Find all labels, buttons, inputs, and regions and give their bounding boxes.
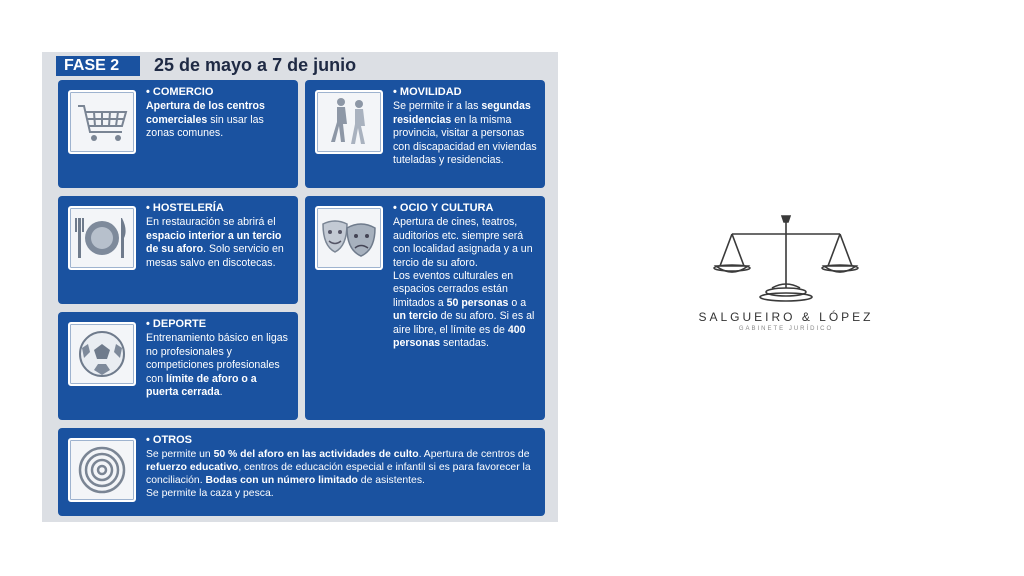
text: de asistentes. <box>357 475 425 486</box>
text: Se permite la caza y pesca. <box>146 488 274 499</box>
text-bold: un tercio <box>393 310 438 323</box>
card-text <box>393 202 537 350</box>
card-title: • MOVILIDAD <box>393 86 462 98</box>
text-bold: Apertura de los centros comerciales <box>146 100 265 126</box>
phase-dates: 25 de mayo a 7 de junio <box>154 55 357 75</box>
card-title: • OTROS <box>146 434 193 446</box>
text: . Solo servicio en mesas salvo en discotecas. <box>146 243 284 269</box>
card-title: • DEPORTE <box>146 318 207 330</box>
card-text <box>146 318 290 399</box>
card-hosteleria <box>58 196 298 304</box>
text-bold: límite de aforo o a puerta cerrada <box>146 372 257 399</box>
text: Se permite ir a las <box>393 100 482 113</box>
text: . Apertura de centros de <box>418 449 530 460</box>
card-text <box>146 86 290 141</box>
firm-logo <box>676 208 896 338</box>
card-comercio <box>58 80 298 188</box>
walking-people-icon <box>315 90 383 154</box>
plate-cutlery-icon <box>68 206 136 270</box>
text: sin usar las zonas comunes. <box>146 113 264 140</box>
text: Los eventos culturales en espacios cerrados están limitados a <box>393 270 514 309</box>
card-title: • HOSTELERÍA <box>146 202 224 214</box>
shopping-cart-icon <box>68 90 136 154</box>
theater-masks-icon <box>315 206 383 270</box>
text: de su aforo. Si es al aire libre, el límite es de <box>393 310 535 336</box>
card-movilidad <box>305 80 545 188</box>
text-bold: Bodas con un número limitado <box>205 475 358 486</box>
text: , centros de educación especial e infantil si es para favorecer la conciliación. <box>146 462 531 486</box>
text-bold: segundas residencias <box>393 100 531 126</box>
scales-of-justice-icon <box>676 208 896 308</box>
card-title: • COMERCIO <box>146 86 214 98</box>
card-ocio-cultura <box>305 196 545 420</box>
card-otros <box>58 428 545 516</box>
phase-header <box>56 56 556 78</box>
card-text <box>393 86 537 167</box>
text: en la misma provincia, visitar a personas con discapacidad en viviendas tuteladas y residencias. <box>393 113 537 167</box>
text-bold: 50 personas <box>446 296 509 309</box>
text: Se permite un <box>146 449 214 460</box>
text: . <box>219 386 223 399</box>
text: sentadas. <box>440 337 489 350</box>
card-deporte <box>58 312 298 420</box>
target-circles-icon <box>68 438 136 502</box>
firm-name: SALGUEIRO & LÓPEZ <box>698 310 874 324</box>
soccer-ball-icon <box>68 322 136 386</box>
text-bold: 50 % del aforo en las actividades de culto <box>213 449 419 460</box>
text: En restauración se abrirá el <box>146 216 276 229</box>
text-bold: espacio interior a un tercio de su aforo <box>146 229 282 256</box>
text-bold: refuerzo educativo <box>146 462 239 473</box>
phase-badge: FASE 2 <box>56 56 140 76</box>
card-text <box>146 434 537 500</box>
firm-subtitle: GABINETE JURÍDICO <box>738 326 834 332</box>
text: o a <box>508 296 527 309</box>
text: Apertura de cines, teatros, auditorios etc. siempre será con localidad asignada y a un tercio de su aforo. <box>393 216 533 269</box>
card-text <box>146 202 290 270</box>
text-bold: 400 personas <box>393 323 526 350</box>
text: Entrenamiento básico en ligas no profesionales y competiciones profesionales con <box>146 332 288 385</box>
card-title: • OCIO Y CULTURA <box>393 202 494 214</box>
